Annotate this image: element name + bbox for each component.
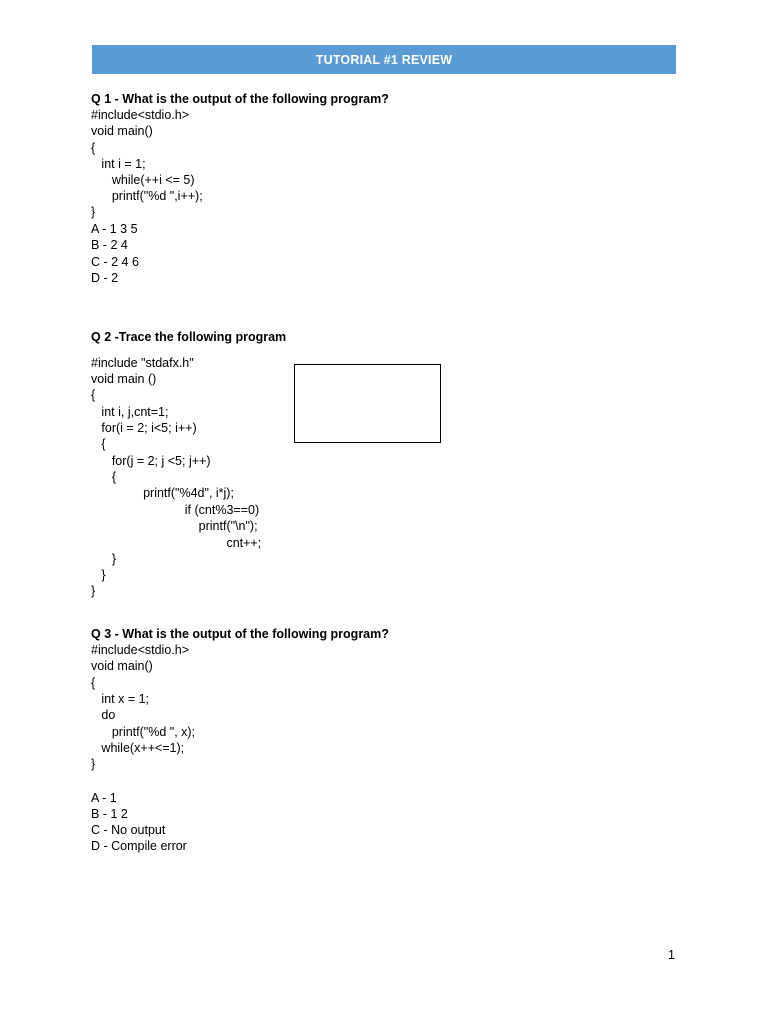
answer-option: B - 2 4 (91, 238, 128, 252)
code-line: void main() (91, 124, 153, 138)
code-line: void main() (91, 659, 153, 673)
answer-option: B - 1 2 (91, 807, 128, 821)
code-line: int i = 1; (91, 157, 146, 171)
question-1-title: Q 1 - What is the output of the following program? (91, 92, 389, 106)
code-line: for(i = 2; i<5; i++) (91, 421, 197, 435)
code-line: #include "stdafx.h" (91, 356, 194, 370)
code-line: { (91, 470, 117, 484)
code-line: for(j = 2; j <5; j++) (91, 454, 211, 468)
answer-option: D - 2 (91, 271, 119, 285)
code-line: do (91, 708, 116, 722)
code-line: while(x++<=1); (91, 741, 185, 755)
code-line: #include<stdio.h> (91, 643, 189, 657)
code-line: } (91, 205, 96, 219)
code-line: void main () (91, 372, 157, 386)
answer-option: A - 1 3 5 (91, 222, 138, 236)
answer-option: C - No output (91, 823, 166, 837)
code-line: cnt++; (91, 536, 262, 550)
code-line: int x = 1; (91, 692, 150, 706)
trace-answer-box[interactable] (294, 364, 441, 443)
code-line: while(++i <= 5) (91, 173, 195, 187)
question-2-title: Q 2 -Trace the following program (91, 330, 287, 344)
code-line: } (91, 568, 106, 582)
code-line: printf("%4d", i*j); (91, 486, 234, 500)
code-line: { (91, 388, 96, 402)
answer-option: D - Compile error (91, 839, 187, 853)
code-line: if (cnt%3==0) (91, 503, 260, 517)
code-line: } (91, 757, 96, 771)
code-line: printf("\n"); (91, 519, 258, 533)
question-3-title: Q 3 - What is the output of the following program? (91, 627, 389, 641)
code-line: printf("%d ", x); (91, 725, 196, 739)
answer-option: C - 2 4 6 (91, 255, 139, 269)
code-line: } (91, 584, 96, 598)
page-title-banner: TUTORIAL #1 REVIEW (92, 45, 676, 74)
code-line: } (91, 552, 117, 566)
code-line: { (91, 676, 96, 690)
code-line: #include<stdio.h> (91, 108, 189, 122)
code-line: { (91, 437, 106, 451)
code-line: int i, j,cnt=1; (91, 405, 169, 419)
answer-option: A - 1 (91, 791, 117, 805)
code-line: { (91, 141, 96, 155)
code-line: printf("%d ",i++); (91, 189, 203, 203)
page-number: 1 (668, 948, 675, 962)
